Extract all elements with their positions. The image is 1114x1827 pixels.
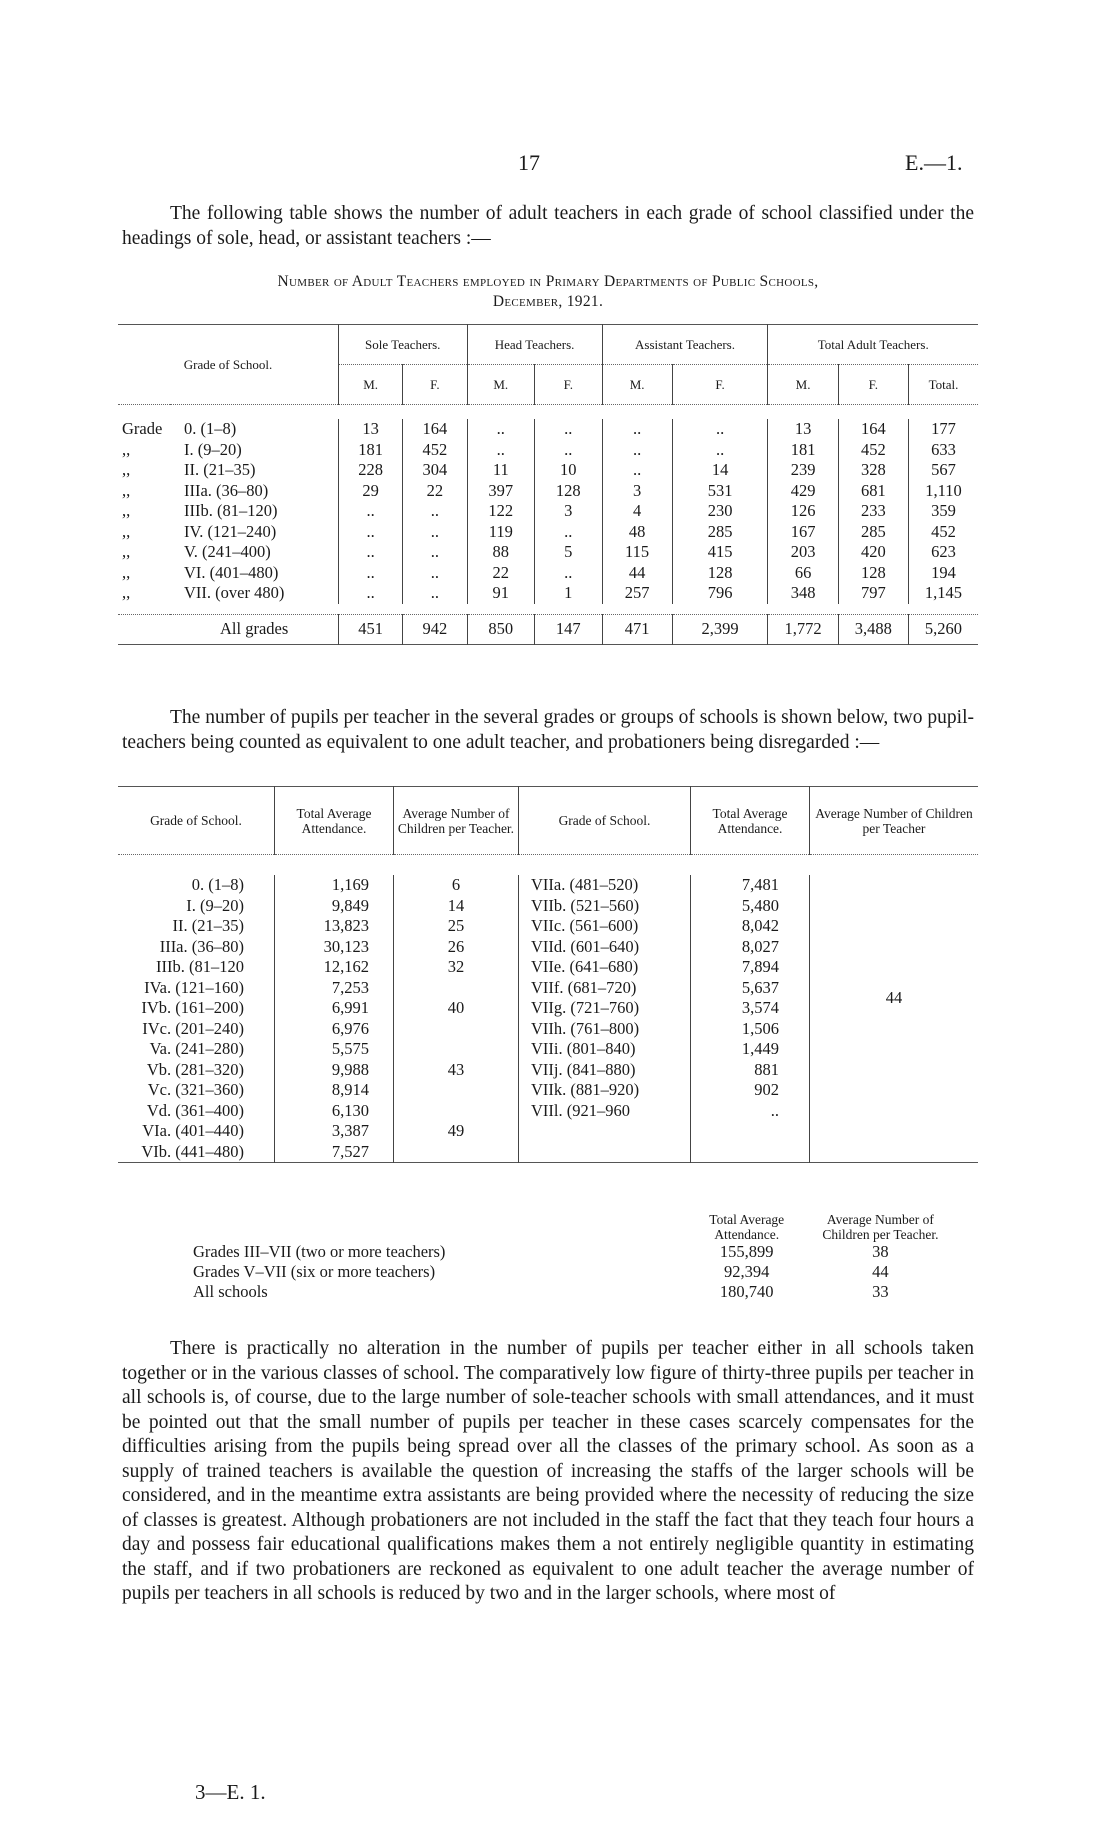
table-row [118, 501, 978, 522]
page-number: 17 [518, 150, 540, 175]
grade-label: IVb. (161–200) [141, 998, 244, 1018]
totals-label: All grades [220, 619, 289, 638]
table-row [118, 481, 978, 502]
cell-am: 48 [602, 522, 672, 543]
cell-tf: 128 [838, 563, 908, 584]
table-row [118, 460, 978, 481]
summary-table [190, 1212, 950, 1302]
cell-sf: .. [403, 501, 467, 522]
table-row [118, 522, 978, 543]
table-row [118, 1142, 978, 1163]
attendance-value: 8,914 [275, 1080, 394, 1101]
attendance-value: 7,481 [691, 875, 810, 896]
cell-tm: 13 [768, 419, 838, 440]
cell-tm: 429 [768, 481, 838, 502]
col-grade-b: Grade of School. [519, 787, 691, 855]
cell-hf: 128 [535, 481, 603, 502]
pupils-per-teacher-table [118, 786, 978, 1167]
attendance-value: 30,123 [275, 937, 394, 958]
cell-hm: 11 [467, 460, 535, 481]
cell-hm: 122 [467, 501, 535, 522]
attendance-value: 7,527 [275, 1142, 394, 1163]
total-am: 471 [602, 614, 672, 644]
cell-sf: 164 [403, 419, 467, 440]
cell-tt: 1,145 [908, 583, 978, 604]
cell-sf: .. [403, 542, 467, 563]
cell-tt: 623 [908, 542, 978, 563]
avg-value: 6 [394, 875, 519, 896]
grade-label: IIIa. (36–80) [184, 480, 269, 500]
grade-label: VIIa. (481–520) [519, 875, 691, 896]
closing-paragraph [122, 1337, 974, 1607]
summary-label: Grades V–VII (six or more teachers) [193, 1262, 436, 1281]
attendance-value: 1,169 [275, 875, 394, 896]
sub-m: M. [467, 365, 535, 405]
grade-label: Vc. (321–360) [147, 1080, 244, 1100]
attendance-value: 6,130 [275, 1101, 394, 1122]
totals-row [118, 614, 978, 644]
total-hf: 147 [535, 614, 603, 644]
col-grade: Grade of School. [150, 813, 242, 828]
grade-label: IVc. (201–240) [142, 1018, 244, 1038]
grade-label: VIIl. (921–960 [519, 1101, 691, 1122]
table-row [190, 1242, 950, 1262]
total-sf: 942 [403, 614, 467, 644]
attendance-value: 12,162 [275, 957, 394, 978]
intro-paragraph [122, 202, 974, 251]
table-row [118, 563, 978, 584]
grade-label: IIIb. (81–120) [184, 501, 278, 521]
grade-label: VI. (401–480) [184, 562, 279, 582]
cell-am: 3 [602, 481, 672, 502]
grade-prefix: ,, [122, 562, 131, 582]
cell-am: 115 [602, 542, 672, 563]
total-tt: 5,260 [908, 614, 978, 644]
grade-label: VIb. (441–480) [141, 1141, 244, 1161]
intro-text: The following table shows the number of adult teachers in each grade of school classified under the headings of sole, head, or assistant teachers :— [122, 203, 974, 249]
cell-hm: 88 [467, 542, 535, 563]
cell-hf: .. [535, 419, 603, 440]
grade-prefix: ,, [122, 439, 131, 459]
cell-sm: 13 [339, 419, 403, 440]
total-af: 2,399 [672, 614, 768, 644]
cell-af: 230 [672, 501, 768, 522]
pupils-text: The number of pupils per teacher in the several grades or groups of schools is shown below, two pupil-teachers being counted as equivalent to one adult teacher, and probationers being disregarded :— [122, 707, 974, 753]
cell-af: 531 [672, 481, 768, 502]
grade-label: II. (21–35) [184, 460, 256, 480]
cell-sm: 228 [339, 460, 403, 481]
grade-label: Va. (241–280) [149, 1039, 244, 1059]
cell-hm: .. [467, 440, 535, 461]
avg-value: 25 [394, 916, 519, 937]
sub-m: M. [768, 365, 838, 405]
cell-am: 257 [602, 583, 672, 604]
teachers-table [118, 324, 978, 649]
avg-value: 33 [872, 1282, 889, 1301]
avg-value: 38 [872, 1242, 889, 1261]
grade-label: VIId. (601–640) [519, 937, 691, 958]
cell-af: .. [672, 440, 768, 461]
cell-tm: 181 [768, 440, 838, 461]
cell-tf: 285 [838, 522, 908, 543]
cell-sm: 29 [339, 481, 403, 502]
cell-sm: .. [339, 501, 403, 522]
cell-am: 44 [602, 563, 672, 584]
attendance-value: 5,480 [691, 896, 810, 917]
grade-label: VIIh. (761–800) [519, 1019, 691, 1040]
attendance-value: 1,506 [691, 1019, 810, 1040]
cell-af: 796 [672, 583, 768, 604]
attendance-value: 6,991 [275, 998, 394, 1019]
grade-label: I. (9–20) [184, 439, 242, 459]
cell-sf: 22 [403, 481, 467, 502]
attendance-value: 7,253 [275, 978, 394, 999]
cell-tt: 452 [908, 522, 978, 543]
avg-value [394, 1019, 519, 1040]
grade-label: IIIa. (36–80) [159, 936, 244, 956]
cell-tm: 239 [768, 460, 838, 481]
cell-af: 128 [672, 563, 768, 584]
grade-label: VIIc. (561–600) [519, 916, 691, 937]
sub-f: F. [535, 365, 603, 405]
cell-hm: 22 [467, 563, 535, 584]
cell-af: .. [672, 419, 768, 440]
table-row [190, 1282, 950, 1302]
grade-label: Vb. (281–320) [146, 1059, 244, 1079]
attendance-value: 13,823 [275, 916, 394, 937]
cell-tm: 203 [768, 542, 838, 563]
cell-af: 14 [672, 460, 768, 481]
attendance-value: 6,976 [275, 1019, 394, 1040]
attendance-value: 5,637 [691, 978, 810, 999]
cell-tm: 348 [768, 583, 838, 604]
grade-label: I. (9–20) [186, 895, 244, 915]
cell-tf: 328 [838, 460, 908, 481]
grade-label: V. (241–400) [184, 542, 271, 562]
attendance-value: .. [691, 1101, 810, 1122]
col-attendance-b: Total Average Attendance. [691, 787, 810, 855]
cell-sf: 304 [403, 460, 467, 481]
col-attendance: Total Average Attendance. [709, 1212, 785, 1242]
cell-tt: 177 [908, 419, 978, 440]
attendance-value: 8,042 [691, 916, 810, 937]
cell-sm: .. [339, 583, 403, 604]
col-assistant: Assistant Teachers. [602, 325, 768, 365]
attendance-value: 3,387 [275, 1121, 394, 1142]
avg-value: 44 [810, 875, 979, 1121]
avg-value: 14 [394, 896, 519, 917]
avg-value [394, 1039, 519, 1060]
summary-label: All schools [193, 1282, 268, 1301]
sub-m: M. [602, 365, 672, 405]
grade-prefix: ,, [122, 460, 131, 480]
avg-value: 26 [394, 937, 519, 958]
cell-tf: 420 [838, 542, 908, 563]
col-total: Total Adult Teachers. [768, 325, 978, 365]
grade-label: IV. (121–240) [184, 521, 277, 541]
cell-tt: 633 [908, 440, 978, 461]
table-row [118, 542, 978, 563]
cell-sf: 452 [403, 440, 467, 461]
table1-caption-line1: Number of Adult Teachers employed in Primary Departments of Public Schools, [277, 273, 819, 290]
cell-hf: 1 [535, 583, 603, 604]
cell-tt: 194 [908, 563, 978, 584]
cell-hm: .. [467, 419, 535, 440]
grade-label: VIIg. (721–760) [519, 998, 691, 1019]
table-row [118, 440, 978, 461]
cell-sm: .. [339, 522, 403, 543]
cell-hm: 91 [467, 583, 535, 604]
total-hm: 850 [467, 614, 535, 644]
total-tm: 1,772 [768, 614, 838, 644]
avg-value: 43 [394, 1060, 519, 1081]
cell-tm: 126 [768, 501, 838, 522]
grade-label: VIIf. (681–720) [519, 978, 691, 999]
cell-tf: 797 [838, 583, 908, 604]
table1-caption-line2: December, 1921. [492, 293, 604, 310]
closing-text: There is practically no alteration in the number of pupils per teacher either in all schools taken together or in the various classes of school. The comparatively low figure of thirty-three pupils per teacher in all schools is, of course, due to the large number of sole-teacher schools with small attendances, and it must be pointed out that the small number of pupils per teacher in these cases scarcely compensates for the difficulties arising from the pupils being spread over all the classes of the primary school. As soon as a supply of trained teachers is available the question of increasing the staffs of the larger schools will be considered, and in the meantime extra assistants are being provided where the necessity of reducing the size of classes is greatest. Although probationers are not included in the staff the fact that they teach four hours a day and possess fair educational qualifications makes them a not entirely negligible quantity in estimating the staff, and if two probationers are reckoned as equivalent to one adult teacher the average number of pupils per teachers in all schools is reduced by two and in the larger schools, where most of [122, 1338, 974, 1604]
grade-prefix: Grade [122, 419, 163, 439]
col-avg: Average Number of Children per Teacher. [394, 787, 519, 855]
avg-value: 44 [872, 1262, 889, 1281]
table-row [118, 875, 978, 896]
document-code: E.—1. [905, 150, 963, 175]
grade-label: IIIb. (81–120 [156, 957, 244, 977]
avg-value [394, 978, 519, 999]
sub-f: F. [838, 365, 908, 405]
grade-label: VIIj. (841–880) [519, 1060, 691, 1081]
avg-value [394, 1101, 519, 1122]
attendance-value: 902 [691, 1080, 810, 1101]
attendance-value: 5,575 [275, 1039, 394, 1060]
cell-hm: 119 [467, 522, 535, 543]
grade-label: VII. (over 480) [184, 583, 285, 603]
col-avg: Average Number of Children per Teacher. [822, 1212, 939, 1242]
sub-f: F. [672, 365, 768, 405]
cell-af: 415 [672, 542, 768, 563]
table-row [190, 1262, 950, 1282]
cell-hf: 3 [535, 501, 603, 522]
col-attendance: Total Average Attendance. [275, 787, 394, 855]
attendance-value: 7,894 [691, 957, 810, 978]
attendance-value: 180,740 [719, 1282, 774, 1301]
grade-label: IVa. (121–160) [144, 977, 244, 997]
avg-value: 49 [394, 1121, 519, 1142]
table1-caption [122, 272, 974, 312]
grade-prefix: ,, [122, 480, 131, 500]
table-row [118, 583, 978, 604]
attendance-value: 9,988 [275, 1060, 394, 1081]
cell-tm: 167 [768, 522, 838, 543]
cell-tf: 233 [838, 501, 908, 522]
grade-label: 0. (1–8) [184, 419, 237, 439]
cell-hf: 5 [535, 542, 603, 563]
grade-label: VIIe. (641–680) [519, 957, 691, 978]
avg-value [394, 1080, 519, 1101]
cell-tm: 66 [768, 563, 838, 584]
grade-label: Vd. (361–400) [146, 1100, 244, 1120]
grade-prefix: ,, [122, 583, 131, 603]
grade-label: 0. (1–8) [191, 875, 244, 895]
footer-signature: 3—E. 1. [195, 1780, 266, 1804]
cell-tf: 164 [838, 419, 908, 440]
col-avg-b: Average Number of Children per Teacher [810, 787, 979, 855]
total-sm: 451 [339, 614, 403, 644]
sub-total: Total. [908, 365, 978, 405]
cell-tt: 359 [908, 501, 978, 522]
attendance-value: 8,027 [691, 937, 810, 958]
attendance-value: 881 [691, 1060, 810, 1081]
avg-value: 40 [394, 998, 519, 1019]
sub-f: F. [403, 365, 467, 405]
grade-label: II. (21–35) [172, 916, 244, 936]
cell-tf: 452 [838, 440, 908, 461]
table-row [118, 419, 978, 440]
cell-hm: 397 [467, 481, 535, 502]
cell-sm: .. [339, 542, 403, 563]
avg-value [394, 1142, 519, 1163]
grade-prefix: ,, [122, 542, 131, 562]
col-sole: Sole Teachers. [339, 325, 468, 365]
cell-sm: .. [339, 563, 403, 584]
cell-sm: 181 [339, 440, 403, 461]
attendance-value: 9,849 [275, 896, 394, 917]
attendance-value: 155,899 [719, 1242, 774, 1261]
total-tf: 3,488 [838, 614, 908, 644]
cell-tt: 567 [908, 460, 978, 481]
cell-sf: .. [403, 522, 467, 543]
cell-hf: .. [535, 522, 603, 543]
grade-label: VIIk. (881–920) [519, 1080, 691, 1101]
cell-sf: .. [403, 563, 467, 584]
grade-label: VIa. (401–440) [142, 1121, 244, 1141]
grade-label: VIIb. (521–560) [519, 896, 691, 917]
cell-tt: 1,110 [908, 481, 978, 502]
grade-prefix: ,, [122, 521, 131, 541]
pupils-paragraph [122, 706, 974, 755]
attendance-value: 1,449 [691, 1039, 810, 1060]
cell-hf: .. [535, 563, 603, 584]
cell-am: 4 [602, 501, 672, 522]
cell-am: .. [602, 460, 672, 481]
cell-am: .. [602, 419, 672, 440]
avg-value: 32 [394, 957, 519, 978]
cell-hf: .. [535, 440, 603, 461]
col-head: Head Teachers. [467, 325, 602, 365]
attendance-value: 3,574 [691, 998, 810, 1019]
table-row [118, 1121, 978, 1142]
cell-af: 285 [672, 522, 768, 543]
grade-prefix: ,, [122, 501, 131, 521]
col-grade: Grade of School. [183, 356, 273, 372]
grade-label: VIIi. (801–840) [519, 1039, 691, 1060]
cell-sf: .. [403, 583, 467, 604]
summary-label: Grades III–VII (two or more teachers) [193, 1242, 446, 1261]
cell-hf: 10 [535, 460, 603, 481]
cell-tf: 681 [838, 481, 908, 502]
sub-m: M. [339, 365, 403, 405]
cell-am: .. [602, 440, 672, 461]
attendance-value: 92,394 [724, 1262, 770, 1281]
